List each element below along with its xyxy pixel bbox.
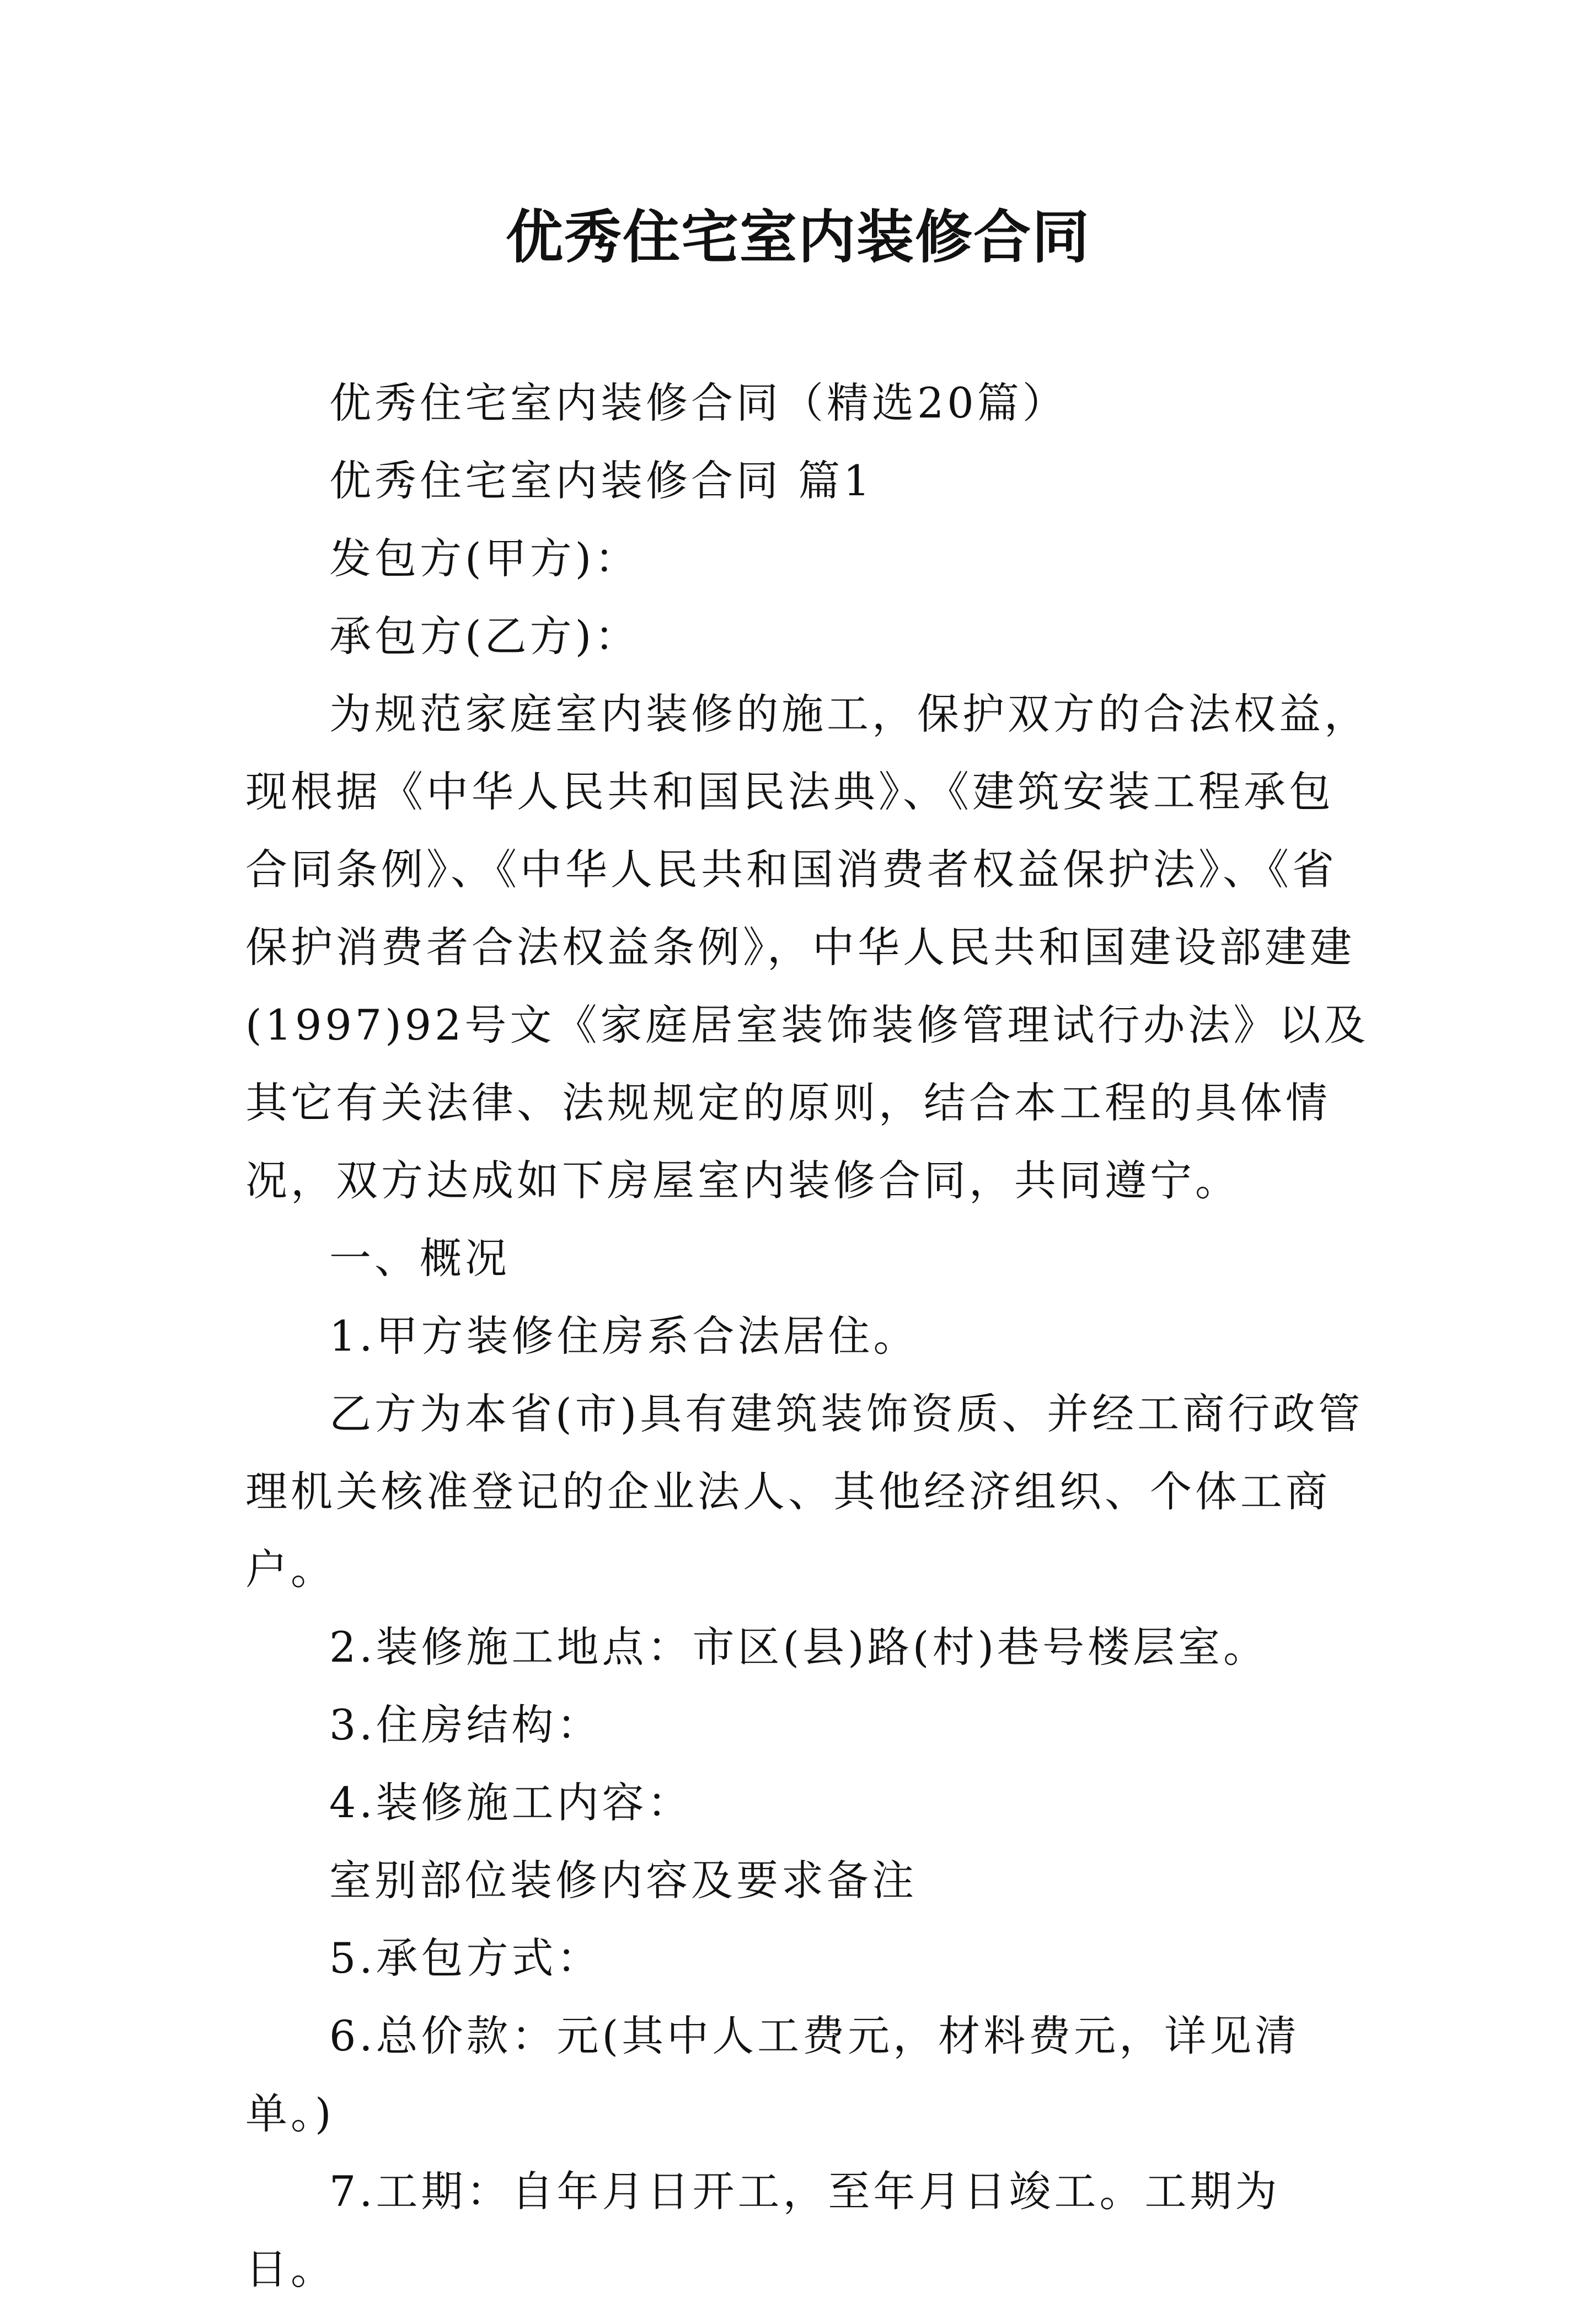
paragraph-preamble: 为规范家庭室内装修的施工，保护双方的合法权益，现根据《中华人民共和国民法典》、《建筑安装工程承包合同条例》、《中华人民共和国消费者权益保护法》、《省保护消费者合法权益条例》，中华人民共和国建设部建建(1997)92号文《家庭居室装饰装修管理试行办法》以及其它有关法律、法规规定的原则，结合本工程的具体情况，双方达成如下房屋室内装修合同，共同遵宁。 <box>245 689 1369 1205</box>
paragraph-item-6: 6.总价款：元(其中人工费元，材料费元，详见清单。) <box>245 2011 1300 2138</box>
document-title: 优秀住宅室内装修合同 <box>505 204 1090 271</box>
paragraph-section-heading: 优秀住宅室内装修合同 篇1 <box>329 456 874 505</box>
paragraph-contractor-qualification: 乙方为本省(市)具有建筑装饰资质、并经工商行政管理机关核准登记的企业法人、其他经济组织、个体工商户。 <box>245 1389 1364 1594</box>
paragraph-overview-heading: 一、概况 <box>329 1234 510 1283</box>
paragraph-work-table-header: 室别部位装修内容及要求备注 <box>329 1856 917 1905</box>
document-body <box>245 364 1370 2308</box>
paragraph-item-5: 5.承包方式： <box>329 1934 602 1983</box>
paragraph-item-1: 1.甲方装修住房系合法居住。 <box>329 1311 919 1361</box>
paragraph-item-7: 7.工期：自年月日开工，至年月日竣工。工期为日。 <box>245 2167 1281 2294</box>
paragraph-item-3: 3.住房结构： <box>329 1700 602 1749</box>
paragraph-item-4: 4.装修施工内容： <box>329 1778 693 1827</box>
paragraph-collection-title: 优秀住宅室内装修合同（精选20篇） <box>329 378 1068 427</box>
paragraph-party-a: 发包方(甲方)： <box>329 534 640 583</box>
paragraph-party-b: 承包方(乙方)： <box>329 612 640 661</box>
paragraph-item-2: 2.装修施工地点：市区(县)路(村)巷号楼层室。 <box>329 1622 1269 1672</box>
